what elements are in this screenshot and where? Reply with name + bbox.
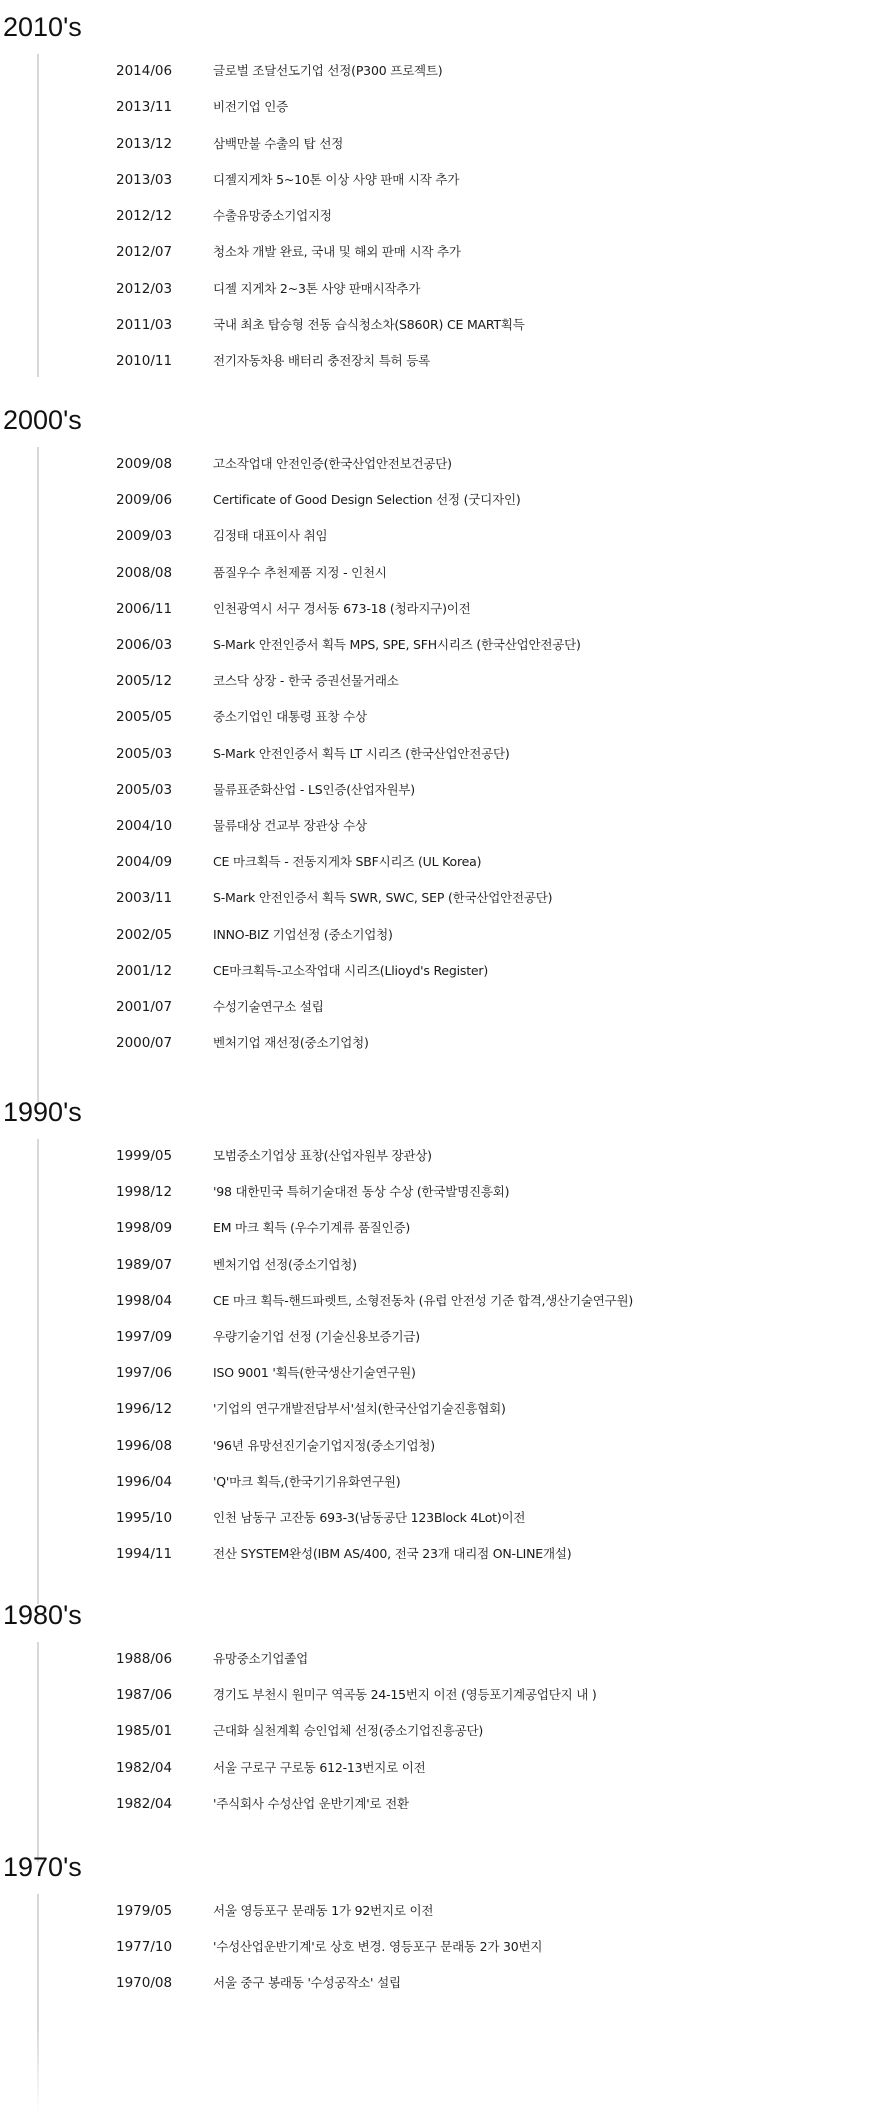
timeline-event [0, 1032, 869, 1054]
event-description: S-Mark 안전인증서 획득 LT 시리즈 (한국산업안전공단) [213, 746, 510, 761]
event-date: 2013/12 [116, 136, 173, 152]
event-date: 2012/03 [116, 281, 173, 297]
timeline-event [0, 996, 869, 1018]
timeline-event [0, 241, 869, 263]
timeline-event [0, 1648, 869, 1670]
timeline-event [0, 1471, 869, 1493]
event-description: 물류대상 건교부 장관상 수상 [213, 818, 367, 833]
event-description: 서울 구로구 구로동 612-13번지로 이전 [213, 1760, 426, 1775]
timeline-event [0, 851, 869, 873]
timeline-event [0, 960, 869, 982]
event-date: 2013/03 [116, 172, 173, 188]
event-date: 2013/11 [116, 99, 173, 115]
timeline-event [0, 1936, 869, 1958]
event-description: 김정태 대표이사 취임 [213, 528, 328, 543]
event-description: '98 대한민국 특허기술대전 동상 수상 (한국발명진흥회) [213, 1184, 510, 1199]
event-description: '기업의 연구개발전담부서'설치(한국산업기술진흥협회) [213, 1401, 506, 1416]
timeline-event [0, 169, 869, 191]
timeline-event [0, 278, 869, 300]
event-date: 1979/05 [116, 1903, 173, 1919]
event-description: 전기자동차용 배터리 충전장치 특허 등록 [213, 353, 430, 368]
event-date: 1996/04 [116, 1474, 173, 1490]
event-description: 비전기업 인증 [213, 99, 289, 114]
event-date: 1997/06 [116, 1365, 173, 1381]
event-description: 'Q'마크 획득,(한국기기유화연구원) [213, 1474, 401, 1489]
event-description: 인천광역시 서구 경서동 673-18 (청라지구)이전 [213, 601, 471, 616]
timeline-event [0, 1793, 869, 1815]
event-date: 2011/03 [116, 317, 173, 333]
event-description: 국내 최초 탑승형 전동 습식청소차(S860R) CE MART획득 [213, 317, 525, 332]
event-description: S-Mark 안전인증서 획득 SWR, SWC, SEP (한국산업안전공단) [213, 890, 553, 905]
event-description: 벤처기업 재선정(중소기업청) [213, 1035, 369, 1050]
event-description: 청소차 개발 완료, 국내 및 해외 판매 시작 추가 [213, 244, 461, 259]
event-date: 1999/05 [116, 1148, 173, 1164]
event-description: 근대화 실천계획 승인업체 선정(중소기업진흥공단) [213, 1723, 484, 1738]
timeline-event [0, 314, 869, 336]
decade-title: 2010's [3, 12, 82, 42]
timeline-event [0, 525, 869, 547]
timeline-event [0, 489, 869, 511]
event-date: 2012/07 [116, 244, 173, 260]
event-date: 1997/09 [116, 1329, 173, 1345]
event-description: 수출유망중소기업지정 [213, 208, 332, 223]
event-date: 2005/05 [116, 709, 173, 725]
timeline-event [0, 706, 869, 728]
event-description: CE 마크 획득-핸드파렛트, 소형전동차 (유럽 안전성 기준 합격,생산기술연구원) [213, 1293, 634, 1308]
event-date: 2009/03 [116, 528, 173, 544]
timeline-event [0, 1326, 869, 1348]
timeline-line [37, 1894, 39, 2114]
event-date: 1970/08 [116, 1975, 173, 1991]
event-date: 1982/04 [116, 1796, 173, 1812]
event-date: 2014/06 [116, 63, 173, 79]
event-description: CE 마크획득 - 전동지게차 SBF시리즈 (UL Korea) [213, 854, 482, 869]
event-description: 전산 SYSTEM완성(IBM AS/400, 전국 23개 대리점 ON-LINE개설) [213, 1546, 572, 1561]
event-date: 2005/12 [116, 673, 173, 689]
event-description: 물류표준화산업 - LS인증(산업자원부) [213, 782, 415, 797]
timeline-event [0, 453, 869, 475]
event-description: CE마크획득-고소작업대 시리즈(Llioyd's Register) [213, 963, 489, 978]
event-date: 2001/12 [116, 963, 173, 979]
timeline-event [0, 60, 869, 82]
timeline-event [0, 779, 869, 801]
event-date: 2010/11 [116, 353, 173, 369]
event-description: 우량기술기업 선정 (기술신용보증기금) [213, 1329, 420, 1344]
timeline-event [0, 562, 869, 584]
event-description: 경기도 부천시 원미구 역곡동 24-15번지 이전 (영등포기계공업단지 내 ) [213, 1687, 597, 1702]
event-description: 디젤 지게차 2~3톤 사양 판매시작추가 [213, 281, 421, 296]
event-date: 2012/12 [116, 208, 173, 224]
event-description: 글로벌 조달선도기업 선정(P300 프로젝트) [213, 63, 443, 78]
event-date: 2006/03 [116, 637, 173, 653]
event-date: 1998/09 [116, 1220, 173, 1236]
timeline-event [0, 350, 869, 372]
event-description: 수성기술연구소 설립 [213, 999, 324, 1014]
event-date: 2009/06 [116, 492, 173, 508]
event-date: 1996/12 [116, 1401, 173, 1417]
event-date: 2005/03 [116, 746, 173, 762]
event-date: 2009/08 [116, 456, 173, 472]
event-date: 2001/07 [116, 999, 173, 1015]
event-description: 디젤지게차 5~10톤 이상 사양 판매 시작 추가 [213, 172, 460, 187]
event-date: 2006/11 [116, 601, 173, 617]
timeline-event [0, 887, 869, 909]
event-description: INNO-BIZ 기업선정 (중소기업청) [213, 927, 393, 942]
timeline-event [0, 1507, 869, 1529]
event-date: 2005/03 [116, 782, 173, 798]
event-description: 서울 중구 봉래동 '수성공작소' 설립 [213, 1975, 401, 1990]
event-description: '96년 유망선진기술기업지정(중소기업청) [213, 1438, 435, 1453]
event-description: 삼백만불 수출의 탑 선정 [213, 136, 344, 151]
timeline-event [0, 1145, 869, 1167]
timeline-event [0, 96, 869, 118]
timeline-event [0, 1543, 869, 1565]
event-date: 1989/07 [116, 1257, 173, 1273]
timeline-event [0, 1254, 869, 1276]
timeline-line [37, 1642, 39, 1862]
timeline-event [0, 598, 869, 620]
event-description: 인천 남동구 고잔동 693-3(남동공단 123Block 4Lot)이전 [213, 1510, 526, 1525]
decade-title: 1970's [3, 1852, 82, 1882]
timeline-event [0, 924, 869, 946]
event-description: 중소기업인 대통령 표창 수상 [213, 709, 367, 724]
timeline-event [0, 1362, 869, 1384]
timeline-event [0, 133, 869, 155]
event-date: 1998/04 [116, 1293, 173, 1309]
event-description: 서울 영등포구 문래동 1가 92번지로 이전 [213, 1903, 434, 1918]
timeline-event [0, 205, 869, 227]
event-description: Certificate of Good Design Selection 선정 (굿디자인) [213, 492, 521, 507]
event-description: 유망중소기업졸업 [213, 1651, 309, 1666]
timeline-event [0, 1972, 869, 1994]
timeline-event [0, 815, 869, 837]
decade-title: 1990's [3, 1097, 82, 1127]
event-date: 2008/08 [116, 565, 173, 581]
timeline-event [0, 1757, 869, 1779]
decade-title: 2000's [3, 405, 82, 435]
event-description: '수성산업운반기계'로 상호 변경. 영등포구 문래동 2가 30번지 [213, 1939, 543, 1954]
timeline-event [0, 1181, 869, 1203]
event-description: S-Mark 안전인증서 획득 MPS, SPE, SFH시리즈 (한국산업안전공단) [213, 637, 581, 652]
timeline-event [0, 1720, 869, 1742]
timeline-event [0, 634, 869, 656]
event-date: 1998/12 [116, 1184, 173, 1200]
event-date: 2002/05 [116, 927, 173, 943]
event-date: 2003/11 [116, 890, 173, 906]
event-description: ISO 9001 '획득(한국생산기술연구원) [213, 1365, 416, 1380]
event-date: 1987/06 [116, 1687, 173, 1703]
timeline-event [0, 670, 869, 692]
event-date: 1985/01 [116, 1723, 173, 1739]
timeline-event [0, 1435, 869, 1457]
event-description: 고소작업대 안전인증(한국산업안전보건공단) [213, 456, 452, 471]
event-description: 모범중소기업상 표창(산업자원부 장관상) [213, 1148, 432, 1163]
event-date: 1982/04 [116, 1760, 173, 1776]
event-date: 1995/10 [116, 1510, 173, 1526]
timeline-event [0, 743, 869, 765]
timeline-event [0, 1290, 869, 1312]
event-date: 1994/11 [116, 1546, 173, 1562]
event-date: 1977/10 [116, 1939, 173, 1955]
event-date: 2000/07 [116, 1035, 173, 1051]
event-description: EM 마크 획득 (우수기계류 품질인증) [213, 1220, 411, 1235]
event-description: 품질우수 추천제품 지정 - 인천시 [213, 565, 387, 580]
decade-title: 1980's [3, 1600, 82, 1630]
event-date: 2004/09 [116, 854, 173, 870]
event-date: 2004/10 [116, 818, 173, 834]
timeline-event [0, 1900, 869, 1922]
event-description: 벤처기업 선정(중소기업청) [213, 1257, 357, 1272]
event-date: 1996/08 [116, 1438, 173, 1454]
event-date: 1988/06 [116, 1651, 173, 1667]
event-description: '주식회사 수성산업 운반기계'로 전환 [213, 1796, 409, 1811]
timeline-event [0, 1217, 869, 1239]
timeline-event [0, 1684, 869, 1706]
event-description: 코스닥 상장 - 한국 증권선물거래소 [213, 673, 399, 688]
timeline-event [0, 1398, 869, 1420]
